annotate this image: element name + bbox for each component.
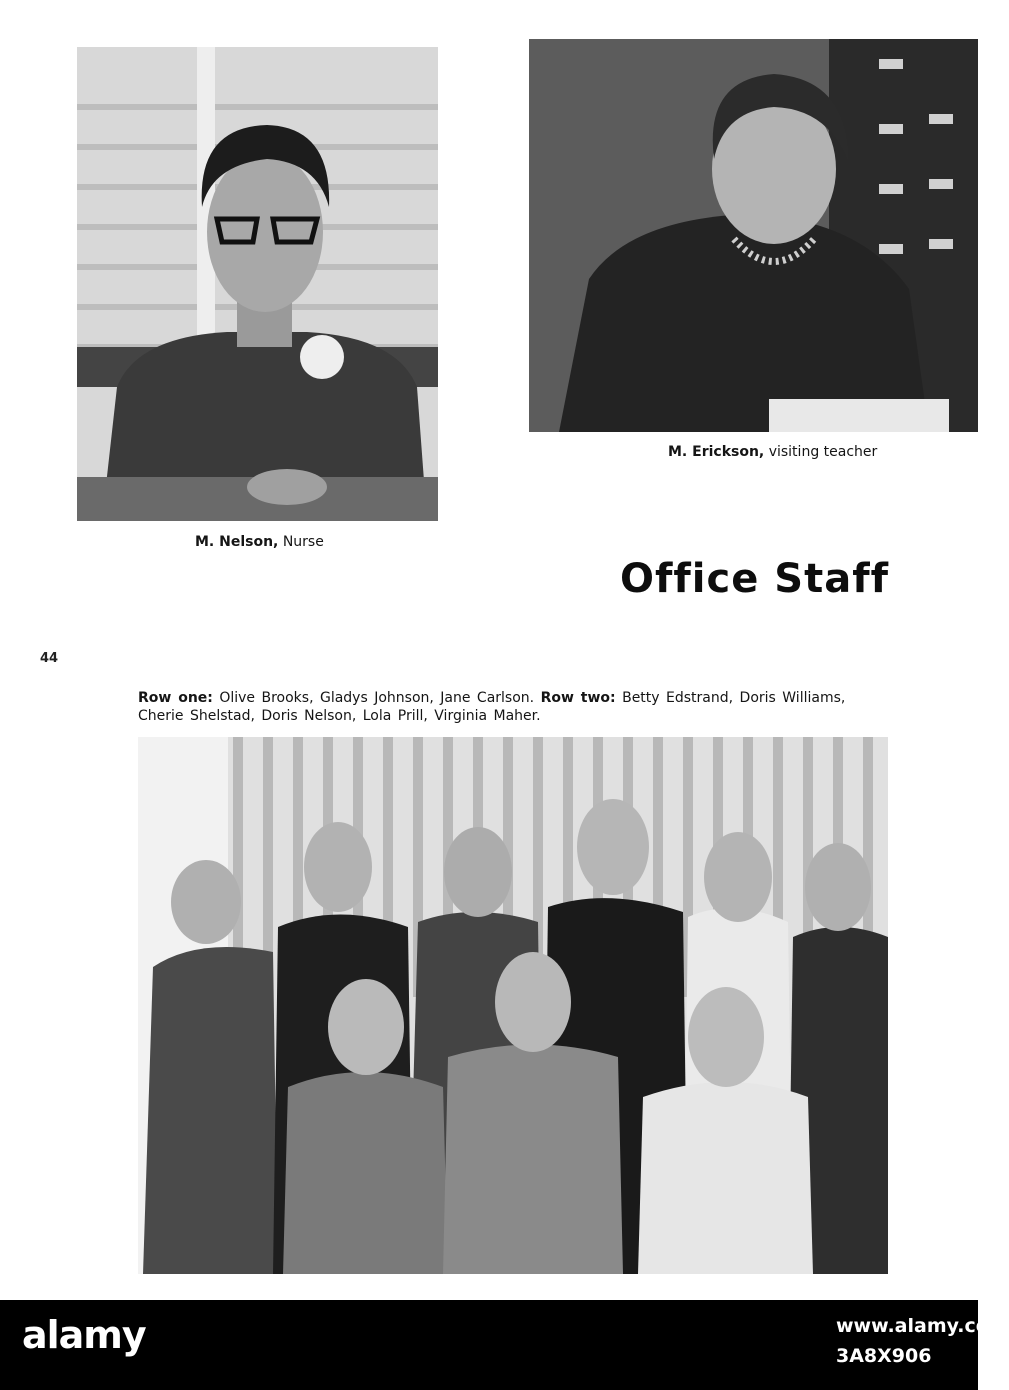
nurse-caption [195, 534, 324, 550]
page-number: 44 [40, 651, 59, 666]
nurse-caption-name: M. Nelson, [195, 534, 279, 550]
alamy-logo: alamy [22, 1313, 146, 1357]
office-staff-group-photo [138, 737, 888, 1274]
visiting-teacher-caption [668, 444, 877, 460]
visiting-teacher-portrait-photo [529, 39, 978, 432]
staff-names-caption [138, 689, 888, 725]
site-url: www.alamy.com [836, 1315, 1009, 1337]
visiting-teacher-caption-role: visiting teacher [768, 444, 878, 460]
nurse-portrait-photo [77, 47, 438, 521]
footer-bar [0, 1300, 978, 1390]
row-two-label: Row two: [540, 690, 616, 706]
row-two-names: Betty Edstrand, Doris Williams, Cherie Shelstad, Doris Nelson, Lola Prill, Virginia Maher. [138, 690, 846, 724]
row-one-label: Row one: [138, 690, 213, 706]
image-id: 3A8X906 [836, 1345, 932, 1367]
section-title: Office Staff [620, 556, 890, 602]
visiting-teacher-caption-name: M. Erickson, [668, 444, 765, 460]
nurse-caption-role: Nurse [282, 534, 324, 550]
row-one-names: Olive Brooks, Gladys Johnson, Jane Carlson. [219, 690, 535, 706]
